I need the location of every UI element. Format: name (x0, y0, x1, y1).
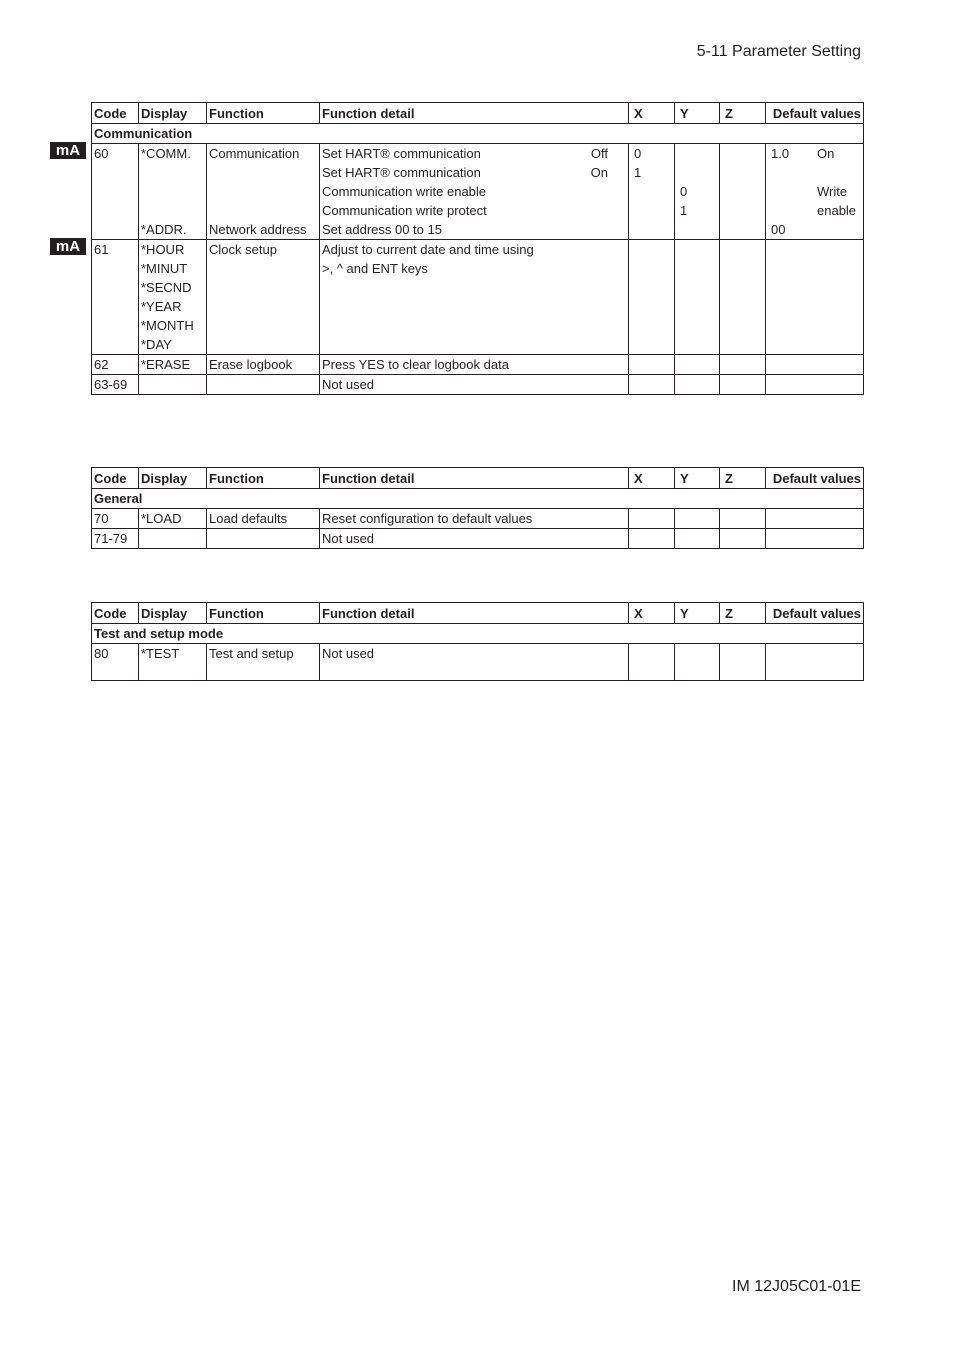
z-cell (720, 509, 766, 529)
section-title: Communication (92, 124, 864, 144)
col-header-y: Y (675, 468, 720, 489)
default-values-cell: 1.0 On Write enable 00 (766, 144, 864, 240)
display-cell: *COMM. *ADDR. (139, 144, 207, 240)
parameter-table-test-setup (91, 602, 864, 681)
x-cell (629, 375, 675, 395)
table-row (92, 144, 864, 240)
col-header-x: X (629, 468, 675, 489)
function-cell: Load defaults (207, 509, 320, 529)
col-header-y: Y (675, 603, 720, 624)
x-cell (629, 355, 675, 375)
display-cell: *LOAD (139, 509, 207, 529)
display-cell (139, 529, 207, 549)
function-cell: Erase logbook (207, 355, 320, 375)
default-values-cell (766, 529, 864, 549)
table-row (92, 529, 864, 549)
col-header-display: Display (139, 468, 207, 489)
section-row (92, 624, 864, 644)
code-cell: 61 (92, 240, 139, 355)
y-cell (675, 529, 720, 549)
y-cell: 0 1 (675, 144, 720, 240)
default-values-cell (766, 644, 864, 681)
col-header-function: Function (207, 603, 320, 624)
display-cell: *HOUR *MINUT *SECND *YEAR *MONTH *DAY (139, 240, 207, 355)
y-cell (675, 240, 720, 355)
code-cell: 80 (92, 644, 139, 681)
table-row (92, 240, 864, 355)
function-detail-cell: Not used (320, 529, 629, 549)
col-header-default-values: Default values (766, 603, 864, 624)
code-cell: 62 (92, 355, 139, 375)
function-cell (207, 529, 320, 549)
table-row (92, 644, 864, 681)
col-header-default-values: Default values (766, 468, 864, 489)
default-values-cell (766, 240, 864, 355)
col-header-display: Display (139, 103, 207, 124)
col-header-function: Function (207, 103, 320, 124)
z-cell (720, 644, 766, 681)
col-header-code: Code (92, 468, 139, 489)
x-cell (629, 529, 675, 549)
function-cell: Communication Network address (207, 144, 320, 240)
z-cell (720, 144, 766, 240)
x-cell (629, 644, 675, 681)
z-cell (720, 355, 766, 375)
page-header: 5-11 Parameter Setting (696, 43, 861, 60)
display-cell (139, 375, 207, 395)
table-header-row (92, 468, 864, 489)
default-values-cell (766, 375, 864, 395)
x-cell (629, 509, 675, 529)
z-cell (720, 240, 766, 355)
table-row (92, 375, 864, 395)
y-cell (675, 509, 720, 529)
ma-badge: mA (50, 142, 86, 159)
display-cell: *ERASE (139, 355, 207, 375)
table-row (92, 355, 864, 375)
x-cell (629, 240, 675, 355)
col-header-x: X (629, 603, 675, 624)
section-row (92, 489, 864, 509)
function-detail-cell: Not used (320, 375, 629, 395)
parameter-table-general (91, 467, 864, 549)
table-row (92, 509, 864, 529)
z-cell (720, 529, 766, 549)
function-detail-cell: Not used (320, 644, 629, 681)
function-detail-cell: Set HART® communication Off Set HART® communication On Communication write enable Communication write protect Set address 00 to 15 (320, 144, 629, 240)
col-header-z: Z (720, 103, 766, 124)
col-header-code: Code (92, 603, 139, 624)
code-cell: 63-69 (92, 375, 139, 395)
function-cell: Clock setup (207, 240, 320, 355)
function-detail-cell: Press YES to clear logbook data (320, 355, 629, 375)
col-header-function-detail: Function detail (320, 468, 629, 489)
code-cell: 60 (92, 144, 139, 240)
default-values-cell (766, 355, 864, 375)
display-cell: *TEST (139, 644, 207, 681)
col-header-function-detail: Function detail (320, 103, 629, 124)
ma-badge: mA (50, 238, 86, 255)
section-row (92, 124, 864, 144)
col-header-function: Function (207, 468, 320, 489)
section-title: General (92, 489, 864, 509)
col-header-y: Y (675, 103, 720, 124)
y-cell (675, 355, 720, 375)
function-detail-cell: Adjust to current date and time using >, ^ and ENT keys (320, 240, 629, 355)
y-cell (675, 375, 720, 395)
table-header-row (92, 603, 864, 624)
parameter-table-communication (91, 102, 864, 395)
code-cell: 71-79 (92, 529, 139, 549)
section-title: Test and setup mode (92, 624, 864, 644)
y-cell (675, 644, 720, 681)
col-header-function-detail: Function detail (320, 603, 629, 624)
table-header-row (92, 103, 864, 124)
function-cell: Test and setup (207, 644, 320, 681)
col-header-z: Z (720, 603, 766, 624)
col-header-display: Display (139, 603, 207, 624)
function-detail-cell: Reset configuration to default values (320, 509, 629, 529)
z-cell (720, 375, 766, 395)
col-header-code: Code (92, 103, 139, 124)
code-cell: 70 (92, 509, 139, 529)
col-header-x: X (629, 103, 675, 124)
page-footer: IM 12J05C01-01E (732, 1278, 861, 1295)
default-values-cell (766, 509, 864, 529)
col-header-default-values: Default values (766, 103, 864, 124)
x-cell: 0 1 (629, 144, 675, 240)
col-header-z: Z (720, 468, 766, 489)
function-cell (207, 375, 320, 395)
